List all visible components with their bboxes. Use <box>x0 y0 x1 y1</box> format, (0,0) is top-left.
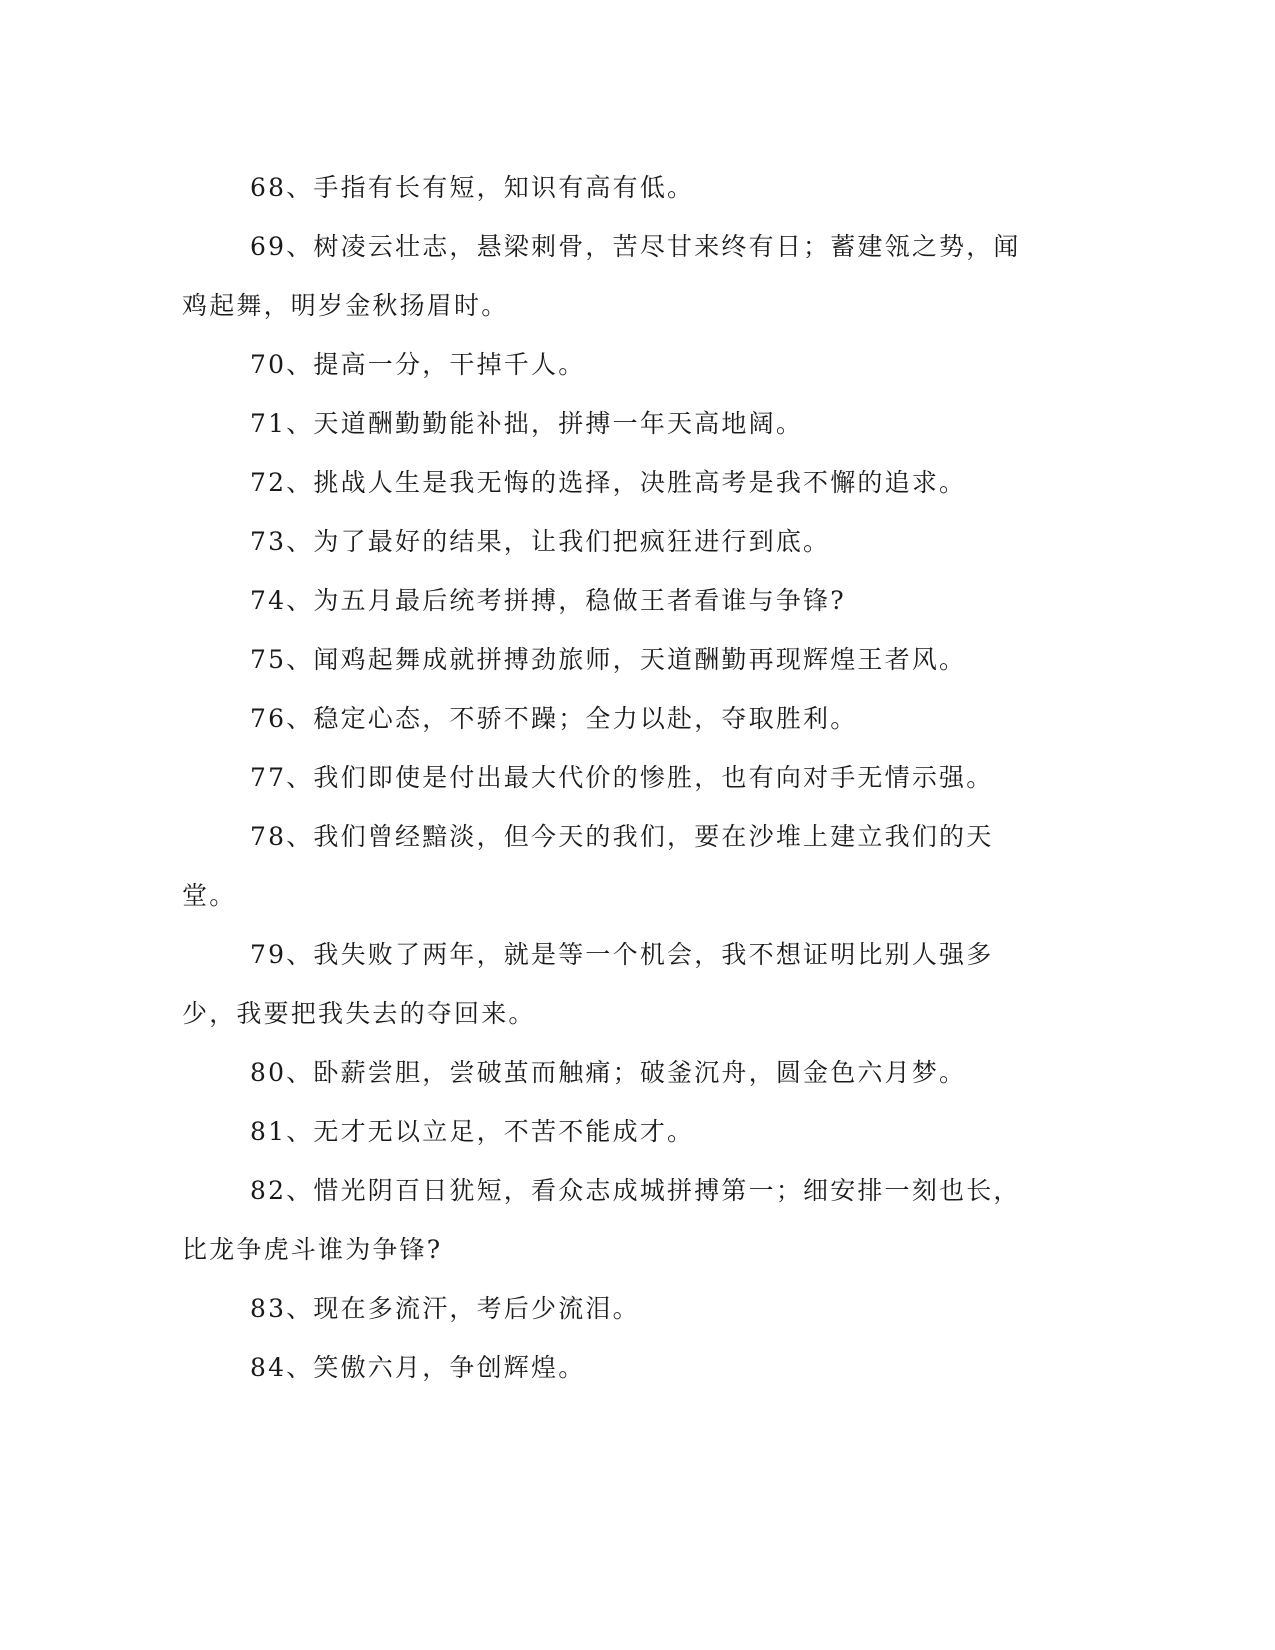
paragraph-84-line-1: 84、笑傲六月，争创辉煌。 <box>250 1353 586 1382</box>
paragraph-79 <box>182 925 1027 1043</box>
paragraph-77 <box>182 748 1027 807</box>
paragraph-82-line-1: 82、惜光阴百日犹短，看众志成城拼搏第一；细安排一刻也长， <box>250 1176 1021 1205</box>
paragraph-80 <box>182 1043 1027 1102</box>
paragraph-78-line-2: 。 <box>209 881 237 910</box>
paragraph-79-line-2: ，我要把我失去的夺回来。 <box>209 999 536 1028</box>
paragraph-68-line-1: 68、手指有长有短，知识有高有低。 <box>250 173 695 202</box>
paragraph-68 <box>182 158 1027 217</box>
paragraph-72 <box>182 453 1027 512</box>
paragraph-71 <box>182 394 1027 453</box>
paragraph-69 <box>182 217 1027 335</box>
paragraph-83-line-1: 83、现在多流汗，考后少流泪。 <box>250 1294 640 1323</box>
paragraph-81-line-1: 81、无才无以立足，不苦不能成才。 <box>250 1117 695 1146</box>
paragraph-75-line-1: 75、闻鸡起舞成就拼搏劲旅师，天道酬勤再现辉煌王者风。 <box>250 645 967 674</box>
document-body <box>182 158 1027 1397</box>
paragraph-72-line-1: 72、挑战人生是我无悔的选择，决胜高考是我不懈的追求。 <box>250 468 967 497</box>
paragraph-80-line-1: 80、卧薪尝胆，尝破茧而触痛；破釜沉舟，圆金色六月梦。 <box>250 1058 967 1087</box>
paragraph-84 <box>182 1338 1027 1397</box>
paragraph-82-line-2: 比龙争虎斗谁为争锋? <box>182 1235 443 1264</box>
paragraph-77-line-1: 77、我们即使是付出最大代价的惨胜，也有向对手无情示强。 <box>250 763 994 792</box>
paragraph-78 <box>182 807 1027 925</box>
paragraph-73-line-1: 73、为了最好的结果，让我们把疯狂进行到底。 <box>250 527 831 556</box>
paragraph-79-line-1: 79、我失败了两年，就是等一个机会，我不想证明比别人强多少 <box>182 940 994 1028</box>
paragraph-83 <box>182 1279 1027 1338</box>
paragraph-69-line-2: 鸡起舞，明岁金秋扬眉时。 <box>182 291 509 320</box>
paragraph-76 <box>182 689 1027 748</box>
paragraph-82 <box>182 1161 1027 1279</box>
paragraph-74-line-1: 74、为五月最后统考拼搏，稳做王者看谁与争锋? <box>250 586 846 615</box>
paragraph-81 <box>182 1102 1027 1161</box>
paragraph-69-line-1: 69、树凌云壮志，悬梁刺骨，苦尽甘来终有日；蓄建瓴之势，闻 <box>250 232 1021 261</box>
paragraph-73 <box>182 512 1027 571</box>
paragraph-78-line-1: 78、我们曾经黯淡，但今天的我们，要在沙堆上建立我们的天堂 <box>182 822 994 910</box>
paragraph-71-line-1: 71、天道酬勤勤能补拙，拼搏一年天高地阔。 <box>250 409 804 438</box>
paragraph-76-line-1: 76、稳定心态，不骄不躁；全力以赴，夺取胜利。 <box>250 704 858 733</box>
paragraph-70-line-1: 70、提高一分，干掉千人。 <box>250 350 586 379</box>
paragraph-70 <box>182 335 1027 394</box>
paragraph-74 <box>182 571 1027 630</box>
paragraph-75 <box>182 630 1027 689</box>
